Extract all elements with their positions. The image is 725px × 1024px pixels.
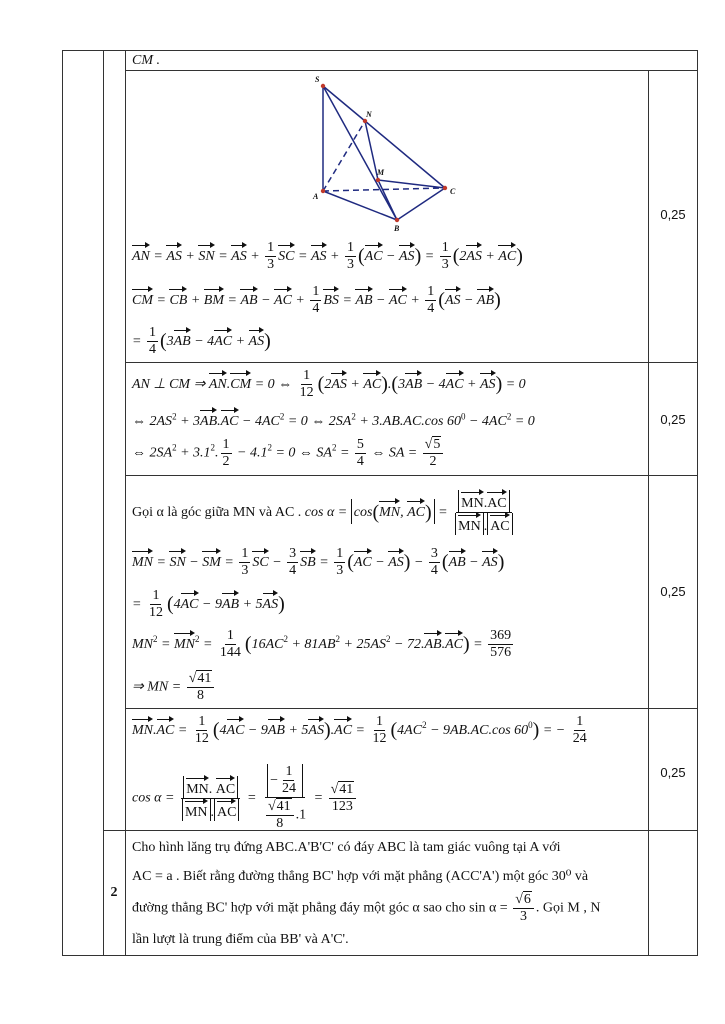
formula-perp: AN ⊥ CM ⇒ AN.CM = 0 ⇔ $\frac{1}{12}$ (2AS + AC).(3AB − 4AC + AS) = 0 [132,368,526,401]
row-divider [125,475,698,476]
score-4: 0,25 [660,765,686,780]
formula-an: AN = AS + SN = AS + $\frac{1}{3}$ SC = AS + $\frac{1}{3}$ (AC − AS) = $\frac{1}{3}$ (2AS + AC) [132,240,523,273]
score-2: 0,25 [660,412,686,427]
score-1: 0,25 [660,207,686,222]
col-divider-score [648,70,649,956]
col-divider-2 [125,50,126,956]
formula-angle: Gọi α là góc giữa MN và AC . cos α = cos(MN, AC) = $\frac{MN.AC}{MN . AC}$ [132,490,517,535]
problem-2-text [132,833,692,954]
label-a: A [313,192,319,201]
question-number: 2 [110,885,118,900]
label-s: S [315,75,320,84]
formula-expand: ⇔ $2AS^2 + 3AB.AC - 4AC^2 = 0$ ⇔ $2SA^2 + 3.AB.AC.\cos$ $60^0 - 4AC^2 = 0$ [132,408,535,430]
formula-sa: ⇔ $2SA^2 + 3.1^2$. $\frac{1}{2}$ − $4.1^2 = 0$ ⇔ $SA^2$ = $\frac{5}{4}$ ⇔ SA = $\frac{√5}{2}$ [132,436,445,470]
formula-dot: MN.AC = $\frac{1}{12}$ (4AC − 9AB + 5AS).AC = $\frac{1}{12}$ ($4AC^2 - 9AB.AC.\cos$ $60^0$) = − $\frac{1}{24}$ [132,714,587,747]
problem-2-line-2: AC = a . Biết rằng đường thẳng BC' hợp với mặt phẳng (ACC'A') một góc 30⁰ và [132,869,589,884]
label-m: M [377,168,385,177]
formula-mn: MN = SN − SM = $\frac{1}{3}$ SC − $\frac{3}{4}$ SB = $\frac{1}{3}$ (AC − AS) − $\frac{3}{4}$ (AB − AS) [132,546,505,579]
label-b: B [394,224,400,233]
score-3: 0,25 [660,584,686,599]
formula-cm: CM = CB + BM = AB − AC + $\frac{1}{4}$ BS = AB − AC + $\frac{1}{4}$ (AS − AB) [132,284,501,317]
row-divider [125,362,698,363]
formula-mn-squared: $MN^2 = MN^2$ = $\frac{1}{144}$ $(16AC^2 + 81AB^2 + 25AS^2 - 72.AB.AC)$ = $\frac{369}{576}$ [132,628,512,661]
angle-intro: Gọi α là góc giữa MN và AC . [132,504,302,520]
label-c: C [450,187,456,196]
formula-mn-length: ⇒ MN = $\frac{√41}{8}$ [132,670,216,704]
problem-2-line-4: lần lượt là trung điểm của BB' và A'C'. [132,932,349,948]
pyramid-figure [300,70,470,235]
problem-2-line-1: Cho hình lăng trụ đứng ABC.A'B'C' có đáy ABC là tam giác vuông tại A với [132,840,561,855]
problem-2-line-3: đường thẳng BC' hợp với mặt phẳng đáy một góc α sao cho sin α = $\frac{√6}{3}$ . Gọi M , N [132,892,601,925]
problem-2-line-3a: đường thẳng BC' hợp với mặt phẳng đáy một góc α sao cho sin α = [132,900,508,916]
formula-cm-result: = $\frac{1}{4}$ (3AB − 4AC + AS) [132,325,271,358]
label-n: N [366,110,372,119]
top-text: CM . [132,53,160,68]
formula-mn-result: = $\frac{1}{12}$ (4AC − 9AB + 5AS) [132,588,285,621]
formula-cos-result: cos α = $\frac{MN. AC}{MN . AC}$ = − $\frac{1}{24}$ $\frac{√41}{8}$ .1 = $\frac{√41}{123}$ [132,764,358,832]
problem-2-line-3b: . Gọi M , N [535,900,601,916]
row-divider [125,708,698,709]
col-divider-1 [103,50,104,956]
